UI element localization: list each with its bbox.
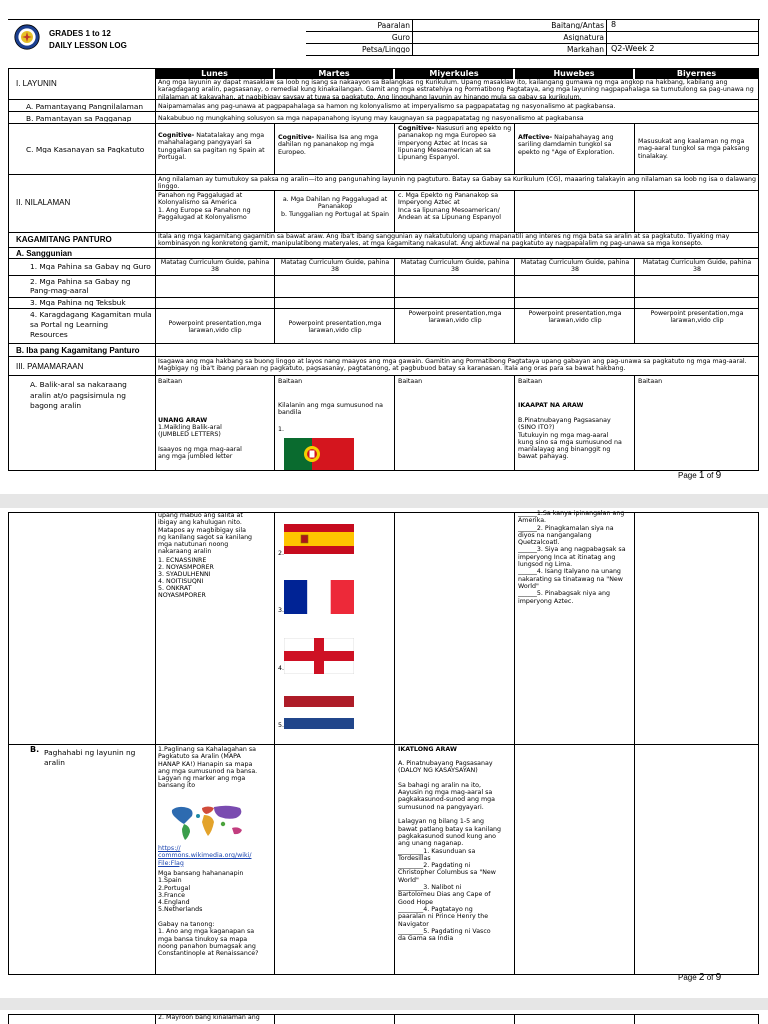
- ref1-miyerkules: Matatag Curriculum Guide, pahina 38: [400, 259, 510, 274]
- layunin-heading: I. LAYUNIN: [16, 79, 57, 88]
- jumbled-4: 4. NOITISUQNI: [158, 578, 204, 585]
- page-3: [0, 1010, 768, 1024]
- portugal-flag-icon: [284, 438, 354, 470]
- day-header-martes: Martes: [275, 69, 393, 79]
- jumbled-1: 1. ECNASSINRE: [158, 557, 207, 564]
- nilalaman-note: Ang nilalaman ay tumutukoy sa paksa ng aralin—ito ang pangunahing layunin ng pagtuturo. Batay sa Gabay sa Kurikulum (CG), maaaring talakayin ang nilalaman sa loob ng isa o dalawang linggo.: [158, 176, 756, 190]
- day-header-huwebes: Huwebes: [515, 69, 633, 79]
- markahan-value: Q2-Week 2: [611, 45, 655, 53]
- bansa-list: Mga bansang hahananapin 1.Spain 2.Portugal 3.France 4.England 5.Netherlands Gabay na tanong: 1. Ano ang mga kaganapan sa mga bansa tinukoy sa mapa noong panahon bumagsak ang Constantinople at Renaissance?: [158, 870, 259, 958]
- pagganap-text: Nakabubuo ng mungkahing solusyon sa mga napapanahong isyung may kaugnayan sa pagpapatatag ng nasyonalismo at pagkabansa: [158, 115, 584, 122]
- flag-number-2: 2.: [278, 550, 285, 557]
- baitaan-biyernes: Baitaan: [638, 378, 663, 385]
- page-1: [0, 0, 768, 494]
- kasanayan-miyerkules: Cognitive- Nasusuri ang epekto ng pananakop ng mga Europeo sa imperyong Aztec at Incas sa lipunang Mesoamerican at sa Lipunang Espanyol.: [398, 125, 512, 162]
- ref4-huwebes: Powerpoint presentation,mga larawan,vido clip: [528, 310, 622, 325]
- wikimedia-link[interactable]: https:// commons.wikimedia.org/wiki/ File:Flag: [158, 845, 252, 867]
- page-separator-2: [0, 998, 768, 1010]
- ikaapat-araw-heading: IKAAPAT NA ARAW: [518, 402, 584, 409]
- ref4-biyernes: Powerpoint presentation,mga larawan,vido clip: [650, 310, 744, 325]
- petsa-label: Petsa/Linggo: [362, 46, 410, 54]
- markahan-label: Markahan: [566, 46, 604, 54]
- ref1-lunes: Matatag Curriculum Guide, pahina 38: [160, 259, 270, 274]
- lunes-continuation: upang mabuo ang salita at ibigay ang kahulugan nito. Matapos ay magbibigay sila ng kanilang sagot sa kanilang mga natutunan noong nakaraang aralin: [158, 512, 253, 556]
- layunin-description: Ang mga layunin ay dapat masaklaw sa loob ng isang sa nakaayon sa Balangkas ng Kurikulum. Upang masaklaw ito, kailangang gumawa ng mga angkop na hakbang, kabilang ang karagdagang aralin, pagsasanay, o remedial kung kinakailangan. Gamit ang mga estratehiya ng Pormatibong Pagtataya, ang mga layuning nagpapahalaga sa tumutulong sa pag-unawa ng nilalaman at kakayahan, at nagbibigay saysay at tuwa sa pagkatuto. Ang lingguhang layunin ay hinango mula sa gabay sa kurikulum.: [158, 79, 754, 99]
- page-2: [0, 508, 768, 998]
- flag-number-3: 3.: [278, 607, 285, 614]
- paghahabi-label: Paghahabi ng layunin ng aralin: [44, 748, 136, 767]
- jumbled-3: 3. SYADULHENNI: [158, 571, 211, 578]
- ref1-huwebes: Matatag Curriculum Guide, pahina 38: [520, 259, 630, 274]
- ikatlong-araw-heading: IKATLONG ARAW: [398, 746, 457, 753]
- page3-lunes-text: 2. Mayroon bang kinalaman ang: [158, 1014, 260, 1021]
- asignatura-label: Asignatura: [563, 34, 604, 42]
- paaralan-label: Paaralan: [377, 22, 410, 30]
- page-number-2: Page 2 of 9: [678, 972, 722, 983]
- ikaapat-araw-text: B.Pinatnubayang Pagsasanay (SINO ITO?) Tutukuyin ng mga mag-aaral kung sino sa mga sumusunod na manlalayag ang binanggit ng bawat pahayag.: [518, 417, 622, 461]
- huwebes-sino-items: ______1.Sa kanya ipinangalan ang Amerika. ______2. Pinagkamalan siya na diyos na nangangalang Quetzalcoatl. ______3. Siya ang nagpabagsak sa imperyong Inca at itinatag ang lungsod ng Lima. ______4. Isang Italyano na unang nakarating sa tinatawag na "New World" ______5. Pinabagsak niya ang imperyong Aztec.: [518, 510, 626, 605]
- kasanayan-biyernes: Masusukat ang kaalaman ng mga mag-aaral tungkol sa mga paksang tinalakay.: [638, 138, 750, 160]
- netherlands-flag-icon: [284, 696, 354, 729]
- kasanayan-lunes: Cognitive- Natatalakay ang mga mahahalagang pangyayari sa tunggalian sa pagitan ng Spain at Portugal.: [158, 132, 265, 161]
- guro-label: Guro: [391, 34, 410, 42]
- flag-number-5: 5.: [278, 722, 285, 729]
- flag-number-1: 1.: [278, 426, 285, 433]
- unang-araw-heading: UNANG ARAW: [158, 417, 208, 424]
- deped-seal-icon: [14, 24, 40, 50]
- iba-heading: B. Iba pang Kagamitang Panturo: [16, 346, 140, 355]
- kasanayan-martes: Cognitive- Nailisa Isa ang mga dahilan ng pananakop ng mga Europeo.: [278, 134, 379, 156]
- pamantayang-text: Naipamamalas ang pag-unawa at pagpapahalaga sa hamon ng kolonyalismo at imperyalismo sa pagpapatatag ng nasyonalismo at pagkabansa.: [158, 103, 616, 110]
- jumbled-2: 2. NOYASMPORER: [158, 564, 214, 571]
- day-header-lunes: Lunes: [156, 69, 273, 79]
- mapa-hanap-text: 1.Paglinang sa Kahalagahan sa Pagkatuto sa Aralin (MAPA HANAP KA!) Hanapin sa mapa ang mga sumusunod na bansa. Lagyan ng marker ang mga bansang ito: [158, 746, 258, 790]
- page-number-1: Page 1 of 9: [678, 470, 722, 481]
- baitang-label: Baitang/Antas: [551, 22, 604, 30]
- spain-flag-icon: [284, 524, 354, 554]
- ref4-lunes: Powerpoint presentation,mga larawan,vido clip: [168, 320, 262, 335]
- ref1-label: 1. Mga Pahina sa Gabay ng Guro: [30, 263, 151, 271]
- baitang-value: 8: [611, 21, 617, 29]
- baitaan-huwebes: Baitaan: [518, 378, 543, 385]
- paghahabi-letter: B.: [30, 746, 40, 754]
- header-title-line2: DAILY LESSON LOG: [49, 41, 127, 50]
- kagamitan-heading: KAGAMITANG PANTURO: [16, 235, 112, 244]
- england-flag-icon: [284, 638, 354, 674]
- ref1-martes: Matatag Curriculum Guide, pahina 38: [280, 259, 390, 274]
- sanggunian-heading: A. Sanggunian: [16, 249, 72, 258]
- nilalaman-heading: II. NILALAMAN: [16, 198, 71, 207]
- nilalaman-lunes: Panahon ng Paggalugad at Kolonyalismo sa America 1. Ang Europe sa Panahon ng Paggalugad at Kolonyalismo: [158, 192, 251, 221]
- baitaan-martes: Baitaan: [278, 378, 303, 385]
- france-flag-icon: [284, 580, 354, 614]
- balik-aral-label: A. Balik-aral sa nakaraang aralin at/o pagsisimula ng bagong aralin: [30, 380, 127, 410]
- pamantayang-label: A. Pamantayang Pangnilalaman: [26, 103, 144, 111]
- pagganap-label: B. Pamantayan sa Pagganap: [26, 115, 132, 123]
- flag-number-4: 4.: [278, 665, 285, 672]
- baitaan-lunes: Baitaan: [158, 378, 183, 385]
- jumbled-5: 5. ONKRAT NOYASMPORER: [158, 585, 206, 600]
- baitaan-miyerkules: Baitaan: [398, 378, 423, 385]
- ref2-label: 2. Mga Pahina sa Gabay ng Pang-mag-aaral: [30, 278, 131, 295]
- ikatlong-araw-text: A. Pinatnubayang Pagsasanay (DALOY NG KASAYSAYAN) Sa bahagi ng aralin na ito, Aayusin ng mga mag-aaral sa pagkakasunod-sunod ang mga sumusunod na pangyayari. Lalagyan ng bilang 1-5 ang bawat patlang batay sa kanilang pagkakasunod sunod kung ano ang unang naganap. ________1. Kasunduan sa Tordesillas ________2. Pagdating ni Christopher Columbus sa "New World" ________3. Nalibot ni Bartolomeu Dias ang Cape of Good Hope ________4. Pagtatayo ng paaralan ni Prince Henry the Navigator ________5. Pagdating ni Vasco da Gama sa India: [398, 760, 502, 943]
- ref4-martes: Powerpoint presentation,mga larawan,vido clip: [288, 320, 382, 335]
- martes-flag-intro: Kilalanin ang mga sumusunod na bandila: [278, 402, 384, 417]
- day-header-biyernes: Biyernes: [635, 69, 758, 79]
- ref1-biyernes: Matatag Curriculum Guide, pahina 38: [642, 259, 752, 274]
- kasanayan-huwebes: Affective- Naipahahayag ang sariling damdamin tungkol sa epekto ng "Age of Exploration.: [518, 134, 615, 156]
- day-header-miyerkules: Miyerkules: [395, 69, 513, 79]
- kagamitan-text: Itala ang mga kagamitang gagamitin sa bawat araw. Ang iba't ibang sanggunian ay nakatutulong upang mapanatili ang interes ng mga bata sa aralin at sa pagkatuto. Tiyaking may kombinasyon ng konkretong gamit, manipulatibong materyales, at mga kagamitang nakasulat. Ang aktuwal na pagkatuto ay nagpapalalim ng pag-unawa sa mga konsepto.: [158, 233, 730, 247]
- nilalaman-miyerkules: c. Mga Epekto ng Pananakop sa Imperyong Aztec at Inca sa lipunang Mesoamerican/ Andean at sa Lipunang Espanyol: [398, 192, 502, 221]
- pamamaraan-heading: III. PAMAMARAAN: [16, 362, 84, 371]
- kasanayan-label: C. Mga Kasanayan sa Pagkatuto: [26, 146, 145, 154]
- unang-araw-text: 1.Maikling Balik-aral (JUMBLED LETTERS) Isaayos ng mga mag-aaral ang mga jumbled letter: [158, 424, 242, 461]
- ref4-label: 4. Karagdagang Kagamitan mula sa Portal ng Learning Resources: [30, 310, 152, 339]
- header-title-line1: GRADES 1 to 12: [49, 29, 111, 38]
- world-map-image: [168, 802, 248, 842]
- pamamaraan-text: Isagawa ang mga hakbang sa buong linggo at layos nang maayos ang mga gawain. Gamitin ang Pormatibong Pagtataya upang gabayan ang pag-unawa sa pagkatuto ng mga mag-aaral. Magbigay ng iba't ibang paraan ng pagkatuto, pagsasanay, pagtatanong, at pagbubuod batay sa karanasan. Itala ang oras para sa bawat hakbang.: [158, 358, 747, 373]
- nilalaman-martes: a. Mga Dahilan ng Paggalugad at Pananakop b. Tunggalian ng Portugal at Spain: [280, 196, 390, 218]
- ref3-label: 3. Mga Pahina ng Teksbuk: [30, 299, 126, 307]
- ref4-miyerkules: Powerpoint presentation,mga larawan,vido clip: [408, 310, 502, 325]
- page-separator-1: [0, 494, 768, 508]
